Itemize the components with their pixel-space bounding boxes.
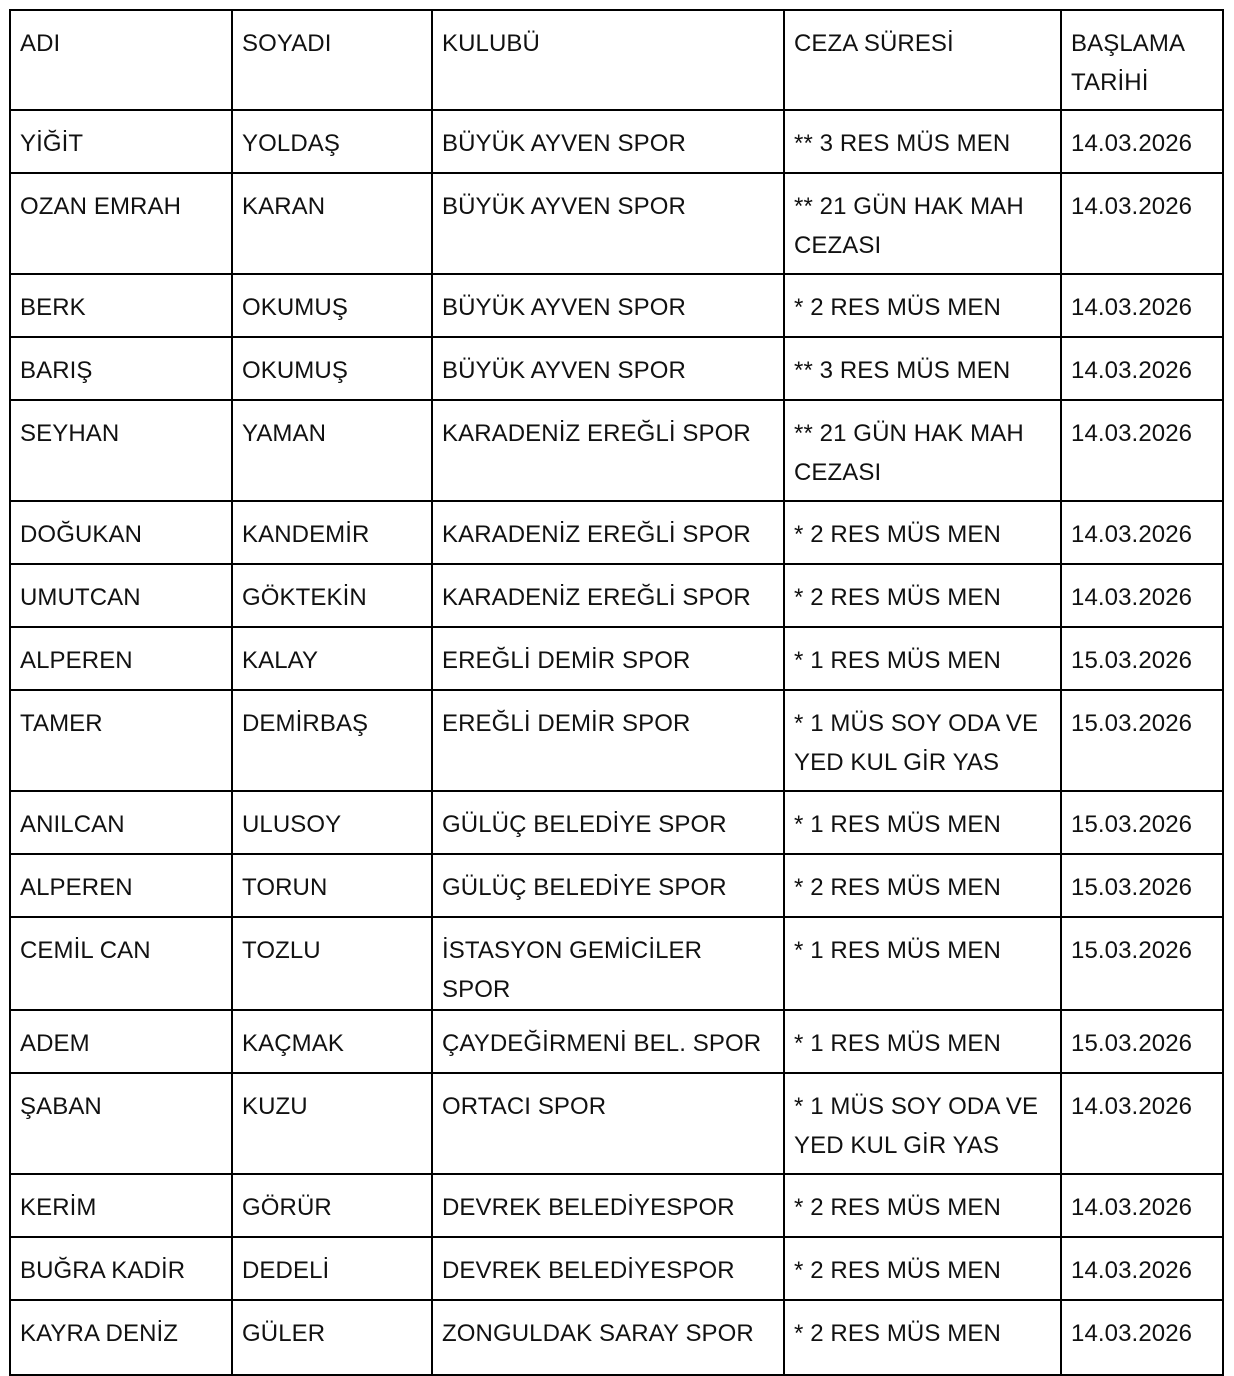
cell-ceza: ** 21 GÜN HAK MAH CEZASI [784, 400, 1061, 501]
cell-kulubu: ÇAYDEĞİRMENİ BEL. SPOR [432, 1010, 784, 1073]
cell-ceza: ** 3 RES MÜS MEN [784, 337, 1061, 400]
cell-adi: UMUTCAN [10, 564, 232, 627]
cell-soyadi: KANDEMİR [232, 501, 432, 564]
cell-adi: BARIŞ [10, 337, 232, 400]
table-row [10, 627, 1223, 690]
cell-soyadi: OKUMUŞ [232, 337, 432, 400]
cell-adi: OZAN EMRAH [10, 173, 232, 274]
cell-kulubu: İSTASYON GEMİCİLER SPOR [432, 917, 784, 1010]
table-row [10, 791, 1223, 854]
table-row [10, 337, 1223, 400]
cell-ceza: * 2 RES MÜS MEN [784, 501, 1061, 564]
cell-tarih: 14.03.2026 [1061, 173, 1223, 274]
cell-kulubu: ZONGULDAK SARAY SPOR [432, 1300, 784, 1375]
cell-soyadi: KAÇMAK [232, 1010, 432, 1073]
cell-soyadi: TORUN [232, 854, 432, 917]
cell-tarih: 15.03.2026 [1061, 690, 1223, 791]
cell-adi: YİĞİT [10, 110, 232, 173]
cell-tarih: 15.03.2026 [1061, 854, 1223, 917]
cell-tarih: 14.03.2026 [1061, 1073, 1223, 1174]
table-row [10, 1174, 1223, 1237]
cell-ceza: * 2 RES MÜS MEN [784, 854, 1061, 917]
cell-kulubu: KARADENİZ EREĞLİ SPOR [432, 400, 784, 501]
table-row [10, 274, 1223, 337]
cell-soyadi: YAMAN [232, 400, 432, 501]
cell-adi: KERİM [10, 1174, 232, 1237]
cell-soyadi: GÖRÜR [232, 1174, 432, 1237]
cell-tarih: 15.03.2026 [1061, 917, 1223, 1010]
cell-tarih: 15.03.2026 [1061, 627, 1223, 690]
penalty-table [9, 9, 1224, 1376]
header-ceza-suresi: CEZA SÜRESİ [784, 10, 1061, 110]
cell-tarih: 14.03.2026 [1061, 564, 1223, 627]
header-baslama-tarihi: BAŞLAMA TARİHİ [1061, 10, 1223, 110]
cell-ceza: * 2 RES MÜS MEN [784, 274, 1061, 337]
cell-ceza: * 2 RES MÜS MEN [784, 1300, 1061, 1375]
table-row [10, 501, 1223, 564]
cell-adi: KAYRA DENİZ [10, 1300, 232, 1375]
cell-tarih: 14.03.2026 [1061, 501, 1223, 564]
table-header-row [10, 10, 1223, 110]
cell-ceza: ** 21 GÜN HAK MAH CEZASI [784, 173, 1061, 274]
table-row [10, 690, 1223, 791]
table-row [10, 854, 1223, 917]
cell-soyadi: DEDELİ [232, 1237, 432, 1300]
table-row [10, 917, 1223, 1010]
cell-kulubu: GÜLÜÇ BELEDİYE SPOR [432, 791, 784, 854]
table-row [10, 1010, 1223, 1073]
cell-ceza: * 1 MÜS SOY ODA VE YED KUL GİR YAS [784, 690, 1061, 791]
cell-kulubu: BÜYÜK AYVEN SPOR [432, 110, 784, 173]
table-row [10, 173, 1223, 274]
cell-kulubu: KARADENİZ EREĞLİ SPOR [432, 564, 784, 627]
cell-kulubu: EREĞLİ DEMİR SPOR [432, 627, 784, 690]
cell-adi: ALPEREN [10, 854, 232, 917]
header-kulubu: KULUBÜ [432, 10, 784, 110]
cell-kulubu: BÜYÜK AYVEN SPOR [432, 274, 784, 337]
cell-adi: DOĞUKAN [10, 501, 232, 564]
cell-tarih: 15.03.2026 [1061, 791, 1223, 854]
cell-soyadi: KARAN [232, 173, 432, 274]
cell-kulubu: DEVREK BELEDİYESPOR [432, 1174, 784, 1237]
cell-tarih: 14.03.2026 [1061, 1300, 1223, 1375]
table-row [10, 1073, 1223, 1174]
cell-adi: SEYHAN [10, 400, 232, 501]
header-adi: ADI [10, 10, 232, 110]
cell-ceza: * 1 RES MÜS MEN [784, 917, 1061, 1010]
table-row [10, 1237, 1223, 1300]
cell-kulubu: BÜYÜK AYVEN SPOR [432, 337, 784, 400]
cell-adi: ALPEREN [10, 627, 232, 690]
cell-ceza: * 2 RES MÜS MEN [784, 564, 1061, 627]
cell-tarih: 14.03.2026 [1061, 1237, 1223, 1300]
cell-soyadi: TOZLU [232, 917, 432, 1010]
cell-adi: ANILCAN [10, 791, 232, 854]
cell-tarih: 14.03.2026 [1061, 274, 1223, 337]
cell-soyadi: KUZU [232, 1073, 432, 1174]
cell-ceza: ** 3 RES MÜS MEN [784, 110, 1061, 173]
table-row [10, 400, 1223, 501]
cell-soyadi: KALAY [232, 627, 432, 690]
cell-adi: ADEM [10, 1010, 232, 1073]
table-row [10, 110, 1223, 173]
cell-ceza: * 1 RES MÜS MEN [784, 627, 1061, 690]
penalty-table-body [10, 10, 1223, 1375]
cell-ceza: * 1 RES MÜS MEN [784, 1010, 1061, 1073]
cell-kulubu: BÜYÜK AYVEN SPOR [432, 173, 784, 274]
cell-kulubu: DEVREK BELEDİYESPOR [432, 1237, 784, 1300]
cell-soyadi: GÖKTEKİN [232, 564, 432, 627]
cell-tarih: 15.03.2026 [1061, 1010, 1223, 1073]
cell-soyadi: OKUMUŞ [232, 274, 432, 337]
cell-ceza: * 1 MÜS SOY ODA VE YED KUL GİR YAS [784, 1073, 1061, 1174]
cell-soyadi: DEMİRBAŞ [232, 690, 432, 791]
cell-kulubu: GÜLÜÇ BELEDİYE SPOR [432, 854, 784, 917]
cell-adi: CEMİL CAN [10, 917, 232, 1010]
cell-adi: BERK [10, 274, 232, 337]
cell-kulubu: ORTACI SPOR [432, 1073, 784, 1174]
table-row [10, 564, 1223, 627]
cell-adi: TAMER [10, 690, 232, 791]
cell-ceza: * 1 RES MÜS MEN [784, 791, 1061, 854]
cell-adi: ŞABAN [10, 1073, 232, 1174]
cell-soyadi: YOLDAŞ [232, 110, 432, 173]
cell-ceza: * 2 RES MÜS MEN [784, 1237, 1061, 1300]
cell-tarih: 14.03.2026 [1061, 400, 1223, 501]
cell-tarih: 14.03.2026 [1061, 337, 1223, 400]
cell-kulubu: KARADENİZ EREĞLİ SPOR [432, 501, 784, 564]
table-row [10, 1300, 1223, 1375]
cell-adi: BUĞRA KADİR [10, 1237, 232, 1300]
cell-tarih: 14.03.2026 [1061, 110, 1223, 173]
cell-kulubu: EREĞLİ DEMİR SPOR [432, 690, 784, 791]
cell-tarih: 14.03.2026 [1061, 1174, 1223, 1237]
cell-soyadi: GÜLER [232, 1300, 432, 1375]
cell-ceza: * 2 RES MÜS MEN [784, 1174, 1061, 1237]
header-soyadi: SOYADI [232, 10, 432, 110]
cell-soyadi: ULUSOY [232, 791, 432, 854]
